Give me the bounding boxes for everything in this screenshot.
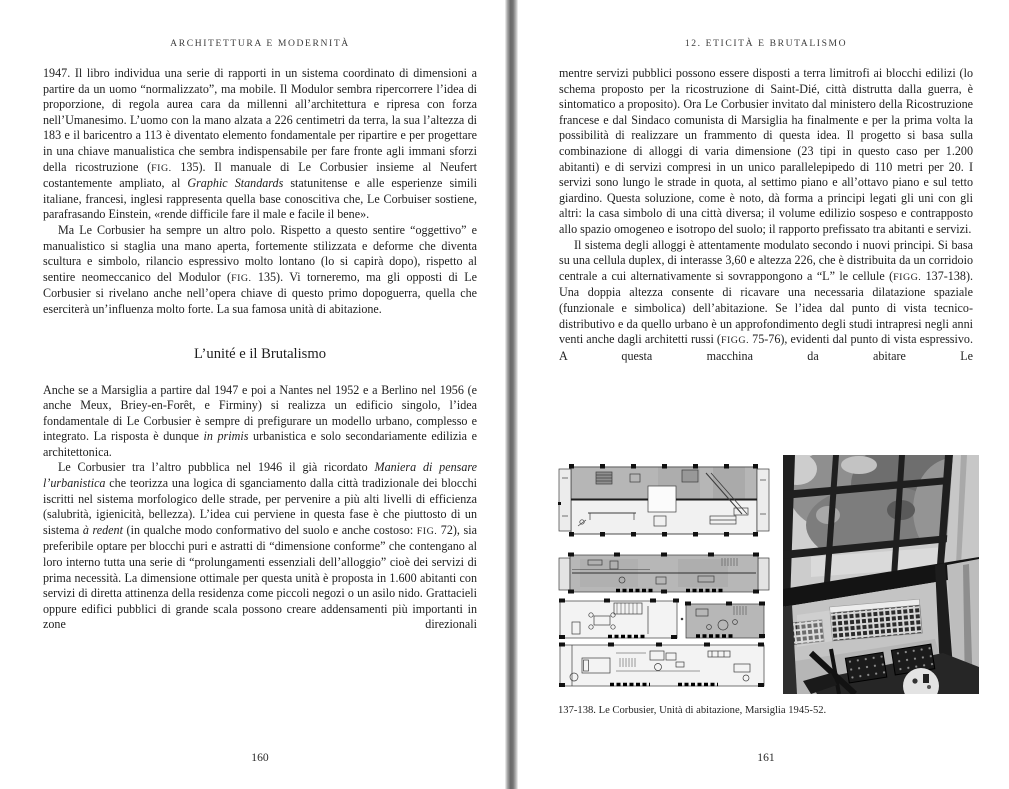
figure-caption: 137-138. Le Corbusier, Unità di abitazione, Marsiglia 1945-52. xyxy=(558,705,827,716)
paragraph xyxy=(43,383,477,461)
text-segment: mentre servizi pubblici possono essere disposti a terra limitrofi ai blocchi edilizi (lo schema proposto per la ricostruzione di Saint-Dié, città distrutta dalla guerra, è sintomatico a proposito). Ora Le Corbusier invitato dal ministero della Ricostruzione francese e dal Sindaco comunista di Marsiglia ha finalmente e per la prima volta la possibilità di realizzare un frammento di questa idea. Il progetto si basa sulla combinazione di alloggi di varia dimensione (23 tipi in questo caso per 1.200 abitanti) e di servizi compresi in un unico parallelepipedo di 110 metri per 20. I servizi sono lungo le strade in quota, al settimo piano e all’ottavo piano e sul tetto giardino. Questa soluzione, come è noto, dà forma a principi legati gli uni con gli altri: la casa simbolo di una città diversa; il volume edilizio sospeso e contrapposto allo spazio omogeneo e isotropo del suolo; il rapporto prefissato tra abitanti e servizi. xyxy=(559,66,973,236)
paragraph xyxy=(43,66,477,223)
text-segment: FIG. xyxy=(416,525,438,537)
text-segment: 137-138). Una doppia altezza consente di ricavare una necessaria dilatazione spaziale (funzionale e simbolica) dell’abitazione. Se l’idea dal punto di vista tecnico-distributivo e da quello urbano è un approfondimento degli studi intrapresi negli anni venti anche dagli architetti russi ( xyxy=(559,268,973,347)
lower-level-plan xyxy=(559,643,764,688)
running-header-right: 12. ETICITÀ E BRUTALISMO xyxy=(684,38,848,49)
text-segment: 135). Il manuale di Le Corbusier insieme al Neufert costantemente ampliato, al xyxy=(43,159,477,191)
duplex-section-drawing xyxy=(558,464,769,537)
paragraph xyxy=(43,223,477,318)
paragraph xyxy=(559,66,973,238)
text-segment: Maniera di pensare l’urbanistica xyxy=(43,460,477,491)
text-segment: urbanistica e solo secondariamente edilizia e architettonica. xyxy=(43,429,477,459)
stool xyxy=(845,652,886,683)
text-segment: Le Corbusier tra l’altro pubblica nel 1946 il già ricordato xyxy=(58,460,375,475)
text-segment: Ma Le Corbusier ha sempre un altro polo. Rispetto a questo sentire “oggettivo” e manualistico si staglia una mano aperta, fortemente stilizzata e deforme che diventa scultura e simbolo, rilancio espressivo molto lontano (lo si capirà dopo), rispetto al sentire neomeccanico del Modulor ( xyxy=(43,222,477,284)
text-segment: FIG. xyxy=(231,272,252,284)
page-number-right: 161 xyxy=(757,751,775,764)
text-segment: statunitense e alle esperienze simili italiane, francesi, inglesi rappresenta quella base conoscitiva che, Le Corbuiser sostiene, parafrasando Einstein, «rende difficile fare il male e facile il bene». xyxy=(43,176,477,222)
text-segment: 72), sia preferibile optare per blocchi puri e astratti di “dimensione conforme” che contengano al loro interno tutta una serie di “prolungamenti essenziali dell’alloggio” cioè dei servizi di prima necessità. La dimensione ottimale per questa unità è proposta in 1.600 abitanti con servizi di diretta attinenza della residenza come piccoli negozi o un asilo nido. Grattacieli oppure edifici pubblici di grande scala possono creare addensamenti più importanti in zone direzionali xyxy=(43,522,477,632)
section-heading: L’unité e il Brutalismo xyxy=(193,345,326,362)
text-segment: FIGG. xyxy=(720,335,750,347)
paragraph xyxy=(43,460,477,633)
upper-level-plan xyxy=(559,553,769,594)
figure-138-unite-interior-photo xyxy=(783,455,979,694)
text-segment: in primis xyxy=(203,429,249,444)
left-text-column xyxy=(43,66,477,633)
text-segment: à redent xyxy=(82,522,123,537)
text-segment: che teorizza una logica di sganciamento dalla città tradizionale dei blocchi iscritti nel sistema morfologico delle strade, per pervenire a più alti livelli di efficienza (salubrità, igienicità, bellezza). L’idea cui perviene in questa fase è che piuttosto di un sistema xyxy=(43,476,477,537)
text-segment: 1947. Il libro individua una serie di rapporti in un sistema coordinato di dimensioni a partire da un uomo “normalizzato”, ma mobile. Il Modulor sembra ripercorrere l’idea di proporzione, di regola aurea cara da millenni all’architettura e ripresa con forza nell’Umanesimo. L’uomo con la mano alzata a 226 centimetri da terra, la sua l’altezza di 183 e il baricentro a 113 è diventato elemento fondamentale per ripartire e per progettare in una chiave manualistica che sembra indispensabile per fare fronte agli immani sforzi della ricostruzione ( xyxy=(43,66,477,174)
book-gutter-shadow xyxy=(505,0,518,789)
running-header-left: ARCHITETTURA E MODERNITÀ xyxy=(170,38,350,49)
text-segment: 135). Vi torneremo, ma gli opposti di Le Corbusier si rivelano anche nell’opera chiave di questo primo dopoguerra, quella che eserciterà un’influenza molto forte. La sua famosa unità di abitazione. xyxy=(43,269,477,316)
right-text-column xyxy=(559,66,973,364)
text-segment: Il sistema degli alloggi è attentamente modulato secondo i nuovi principi. Si basa su una cellula duplex, di interasse 3,60 e altezza 226, che è distribuita da un corridoio centrale a cui alternativamente si sovrappongono a “L” le cellule ( xyxy=(559,237,973,283)
figure-137-unite-plans-drawing xyxy=(558,464,770,688)
text-segment: 75-76), evidenti dal punto di vista espressivo. A questa macchina da abitare Le xyxy=(559,332,973,363)
text-segment: Graphic Standards xyxy=(187,176,284,191)
text-segment: FIGG. xyxy=(893,271,922,283)
text-segment: (in qualche modo conformativo del suolo e anche costoso: xyxy=(122,522,417,537)
text-segment: Anche se a Marsiglia a partire dal 1947 e poi a Nantes nel 1952 e a Berlino nel 1956 (e anche Meux, Briey-en-Forêt, e Firminy) si realizza un edificio singolo, l’idea fondamentale di Le Corbusier è sempre di prefigurare un modello urbano, complesso e integrato. La risposta è dunque xyxy=(43,382,477,444)
text-segment: FIG. xyxy=(151,162,172,174)
paragraph xyxy=(559,238,973,365)
figures-row xyxy=(558,453,979,692)
page-number-left: 160 xyxy=(251,751,269,764)
page-right xyxy=(518,0,1009,789)
mid-level-plan xyxy=(559,599,765,640)
